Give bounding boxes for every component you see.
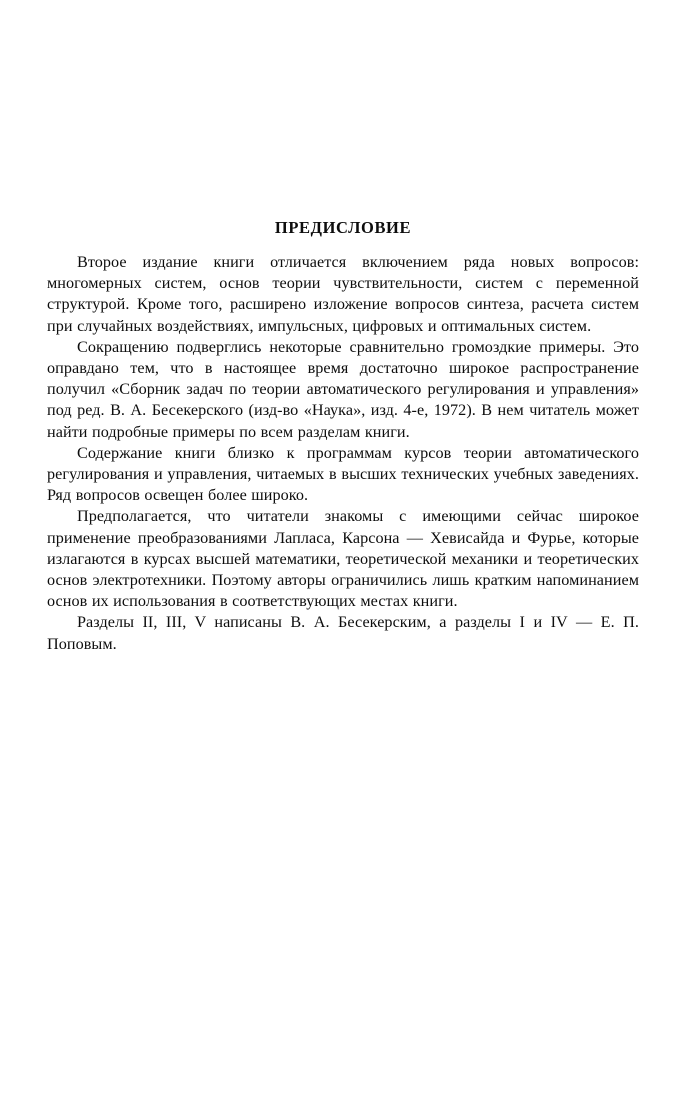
- page-title: ПРЕДИСЛОВИЕ: [274, 218, 412, 237]
- document-body: [47, 218, 639, 655]
- paragraph-4: Предполагается, что читатели знакомы с имеющими сейчас широкое применение преобразованиями Лапласа, Карсона — Хевисайда и Фурье, которые излагаются в курсах высшей математики, теоретической механики и теоретических основ электротехники. Поэтому авторы ограничились лишь кратким напоминанием основ их использования в соответствующих местах книги.: [47, 507, 639, 611]
- paragraph-1: Второе издание книги отличается включением ряда новых вопросов: многомерных систем, основ теории чувствительности, систем с переменной структурой. Кроме того, расширено изложение вопросов синтеза, расчета систем при случайных воздействиях, импульсных, цифровых и оптимальных систем.: [47, 253, 639, 335]
- paragraph-2: Сокращению подверглись некоторые сравнительно громоздкие примеры. Это оправдано тем, что в настоящее время достаточно широкое распространение получил «Сборник задач по теории автоматического регулирования и управления» под ред. В. А. Бесекерского (изд-во «Наука», изд. 4-е, 1972). В нем читатель может найти подробные примеры по всем разделам книги.: [47, 337, 639, 441]
- paragraph-3: Содержание книги близко к программам курсов теории автоматического регулирования и управления, читаемых в высших технических учебных заведениях. Ряд вопросов освещен более широко.: [47, 443, 639, 505]
- paragraph-5: Разделы II, III, V написаны В. А. Бесекерским, а разделы I и IV — Е. П. Поповым.: [47, 613, 639, 653]
